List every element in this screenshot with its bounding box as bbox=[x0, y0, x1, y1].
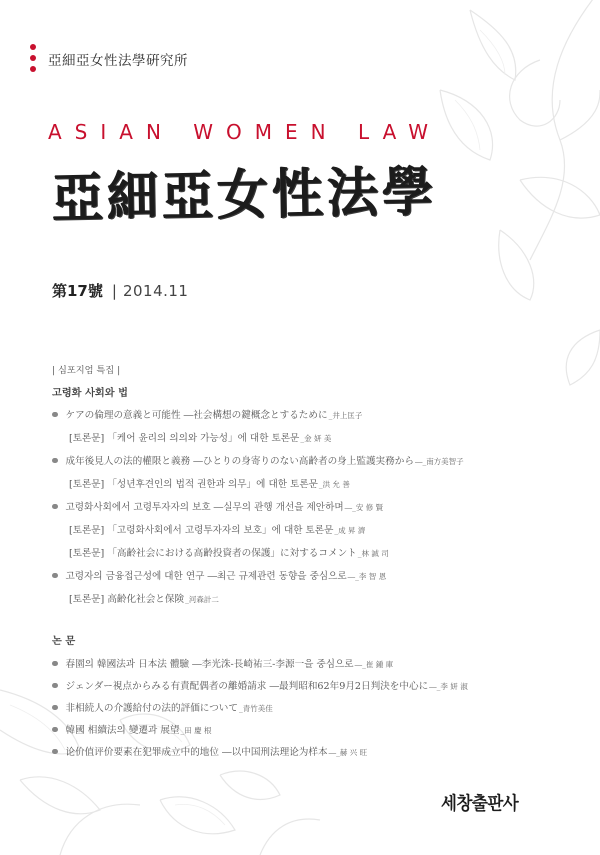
entry-author: _洪 允 善 bbox=[318, 480, 350, 489]
publisher-logo: 세창출판사 bbox=[441, 793, 519, 815]
toc-entry[interactable] bbox=[52, 430, 331, 444]
issue-line bbox=[52, 280, 188, 301]
red-dot bbox=[30, 66, 36, 72]
symposium-header: | 심포지엄 특집 | bbox=[52, 365, 121, 376]
articles-header: 논 문 bbox=[52, 635, 76, 647]
entry-author: _金 妍 美 bbox=[300, 434, 332, 443]
toc-entry[interactable] bbox=[52, 656, 393, 670]
entry-title: 고령자의 금융접근성에 대한 연구 ―최근 규제관련 동향을 중심으로 bbox=[65, 571, 347, 582]
toc-entry[interactable] bbox=[52, 522, 365, 536]
red-dot bbox=[30, 44, 36, 50]
toc-entry[interactable] bbox=[52, 453, 464, 467]
toc-entry[interactable] bbox=[52, 545, 389, 559]
entry-author: ―_李 妍 淑 bbox=[429, 682, 468, 691]
entry-author: _田 慶 根 bbox=[180, 726, 212, 735]
toc-entry[interactable] bbox=[52, 700, 273, 714]
entry-title: [토론문] 「고령화사회에서 고령투자자의 보호」에 대한 토론문 bbox=[69, 525, 334, 536]
issue-number: 第17號 bbox=[52, 282, 103, 300]
english-title: ASIAN WOMEN LAW bbox=[48, 120, 441, 144]
entry-author: _井上匡子 bbox=[328, 411, 363, 420]
entry-author: _成 昇 濟 bbox=[334, 526, 366, 535]
entry-author: ―_崔 鍾 庫 bbox=[354, 660, 394, 669]
red-dots-decoration bbox=[30, 44, 36, 77]
entry-author: _青竹美佳 bbox=[239, 704, 273, 713]
entry-author: _林 誠 司 bbox=[357, 549, 389, 558]
calligraphy-title: 亞細亞女性法學 bbox=[51, 160, 438, 231]
entry-author: ―_赫 兴 旺 bbox=[328, 748, 368, 757]
toc-entry[interactable] bbox=[52, 591, 219, 605]
entry-title: 고령화사회에서 고령투자자의 보호 ―실무의 관행 개선을 제안하며 bbox=[65, 502, 344, 513]
entry-title: 非相続人の介護給付の法的評価について bbox=[65, 703, 238, 714]
entry-title: 春園의 韓國法과 日本法 體驗 ―李光洙-長崎祐三-李源一을 중심으로 bbox=[65, 659, 354, 670]
red-dot bbox=[30, 55, 36, 61]
entry-title: ケアの倫理の意義と可能性 ―社会構想の鍵概念とするために bbox=[65, 410, 328, 421]
entry-title: [토론문] 「高齢社会における高齢投資者の保護」に対するコメント bbox=[69, 548, 357, 559]
toc-entry[interactable] bbox=[52, 499, 383, 513]
entry-title: 韓國 相續法의 變遷과 展望 bbox=[65, 725, 180, 736]
entry-title: 论价值评价要素在犯罪成立中的地位 ―以中国刑法理论为样本 bbox=[65, 747, 328, 758]
issue-separator: | bbox=[111, 282, 117, 300]
issue-date: 2014.11 bbox=[122, 282, 189, 300]
symposium-topic: 고령화 사회와 법 bbox=[52, 387, 128, 399]
entry-title: [토론문] 「케어 윤리의 의의와 가능성」에 대한 토론문 bbox=[69, 433, 300, 444]
entry-title: 成年後見人の法的權限と義務 ―ひとりの身寄りのない高齢者の身上監護実務から bbox=[65, 456, 414, 467]
entry-title: ジェンダー視点からみる有責配偶者の離婚請求 ―最判昭和62年9月2日判決を中心に bbox=[65, 681, 429, 692]
entry-title: [토론문] 「성년후견인의 법적 권한과 의무」에 대한 토론문 bbox=[69, 479, 318, 490]
toc-entry[interactable] bbox=[52, 722, 212, 736]
entry-author: ―_安 修 賢 bbox=[344, 503, 384, 512]
entry-title: [토론문] 高齢化社会と保険 bbox=[69, 594, 185, 605]
toc-entry[interactable] bbox=[52, 568, 386, 582]
toc-entry[interactable] bbox=[52, 678, 468, 692]
entry-author: ―_李 智 恩 bbox=[347, 572, 387, 581]
entry-author: _河森計二 bbox=[185, 595, 219, 604]
toc-entry[interactable] bbox=[52, 407, 362, 421]
toc-entry[interactable] bbox=[52, 744, 367, 758]
institute-name: 亞細亞女性法學硏究所 bbox=[48, 53, 188, 69]
toc-entry[interactable] bbox=[52, 476, 350, 490]
entry-author: ―_南方美智子 bbox=[414, 457, 464, 466]
